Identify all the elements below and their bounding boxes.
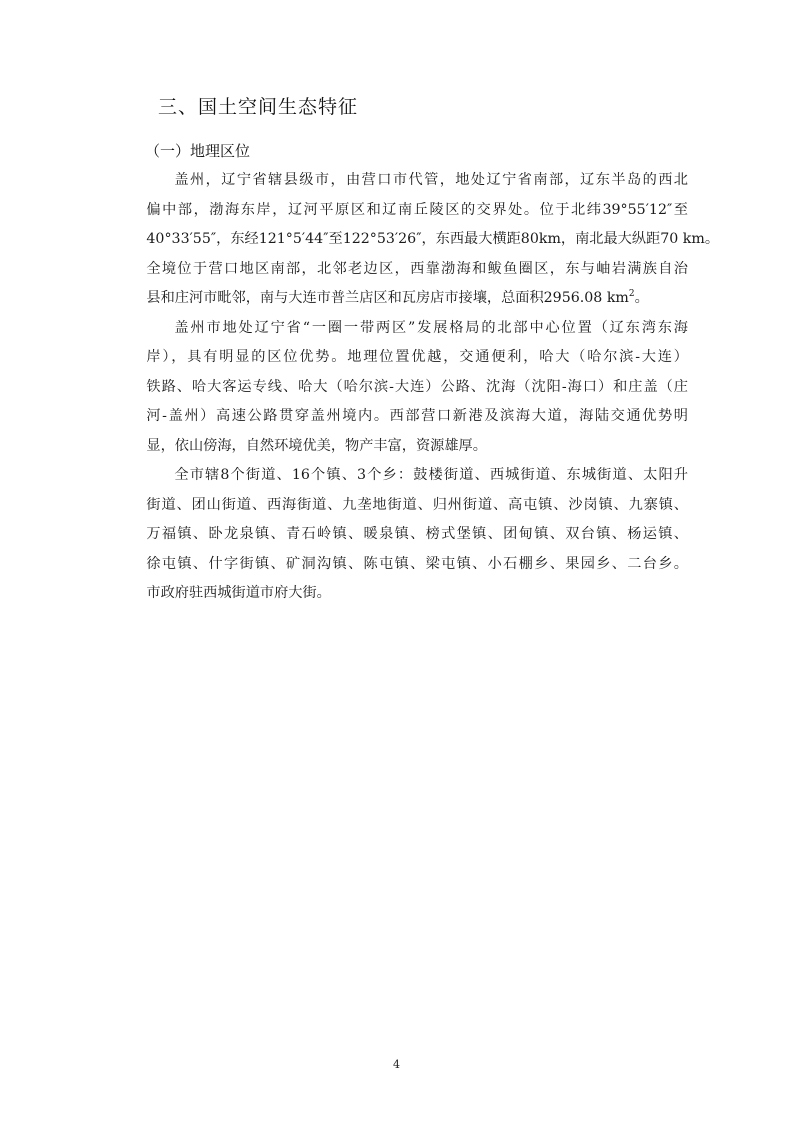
area-superscript: 2 <box>628 289 635 299</box>
area-text: 县和庄河市毗邻，南与大连市普兰店区和瓦房店市接壤，总面积2956.08 km <box>146 290 629 306</box>
text-line: 街道、团山街道、西海街道、九垄地街道、归州街道、高屯镇、沙岗镇、九寨镇、 <box>146 496 688 513</box>
subsection-title: （一）地理区位 <box>145 142 251 160</box>
text-line: 全境位于营口地区南部，北邻老边区，西靠渤海和鲅鱼圈区，东与岫岩满族自治 <box>146 260 688 277</box>
body-text <box>118 166 720 609</box>
text-line: 显，依山傍海，自然环境优美，物产丰富，资源雄厚。 <box>146 437 487 454</box>
area-end-punct: 。 <box>634 290 649 306</box>
text-line: 盖州市地处辽宁省“一圈一带两区”发展格局的北部中心位置（辽东湾东海 <box>174 319 688 336</box>
paragraph-advantages <box>118 314 688 462</box>
text-line: 万福镇、卧龙泉镇、青石岭镇、暖泉镇、榜式堡镇、团甸镇、双台镇、杨运镇、 <box>146 526 688 542</box>
text-line: 40°33′55″，东经121°5′44″至122°53′26″，东西最大横距80km，南北最大纵距70 km。 <box>146 231 720 247</box>
text-line: 市政府驻西城街道市府大街。 <box>146 585 331 601</box>
text-line: 河-盖州）高速公路贯穿盖州境内。西部营口新港及滨海大道，海陆交通优势明 <box>146 408 688 424</box>
text-line: 铁路、哈大客运专线、哈大（哈尔滨-大连）公路、沈海（沈阳-海口）和庄盖（庄 <box>146 378 688 395</box>
text-line-area <box>118 284 688 314</box>
section-title: 三、国土空间生态特征 <box>158 96 359 118</box>
text-line: 偏中部，渤海东岸，辽河平原区和辽南丘陵区的交界处。位于北纬39°55′12″至 <box>146 201 688 218</box>
page-number: 4 <box>393 1058 400 1071</box>
paragraph-divisions <box>118 461 688 609</box>
text-line: 岸），具有明显的区位优势。地理位置优越，交通便利，哈大（哈尔滨-大连） <box>146 349 688 365</box>
text-line: 全市辖8个街道、16个镇、3个乡：鼓楼街道、西城街道、东城街道、太阳升 <box>174 467 688 483</box>
text-line: 盖州，辽宁省辖县级市，由营口市代管，地处辽宁省南部，辽东半岛的西北 <box>174 172 688 188</box>
text-line: 徐屯镇、什字街镇、矿洞沟镇、陈屯镇、梁屯镇、小石棚乡、果园乡、二台乡。 <box>146 555 688 572</box>
paragraph-location <box>118 166 720 314</box>
